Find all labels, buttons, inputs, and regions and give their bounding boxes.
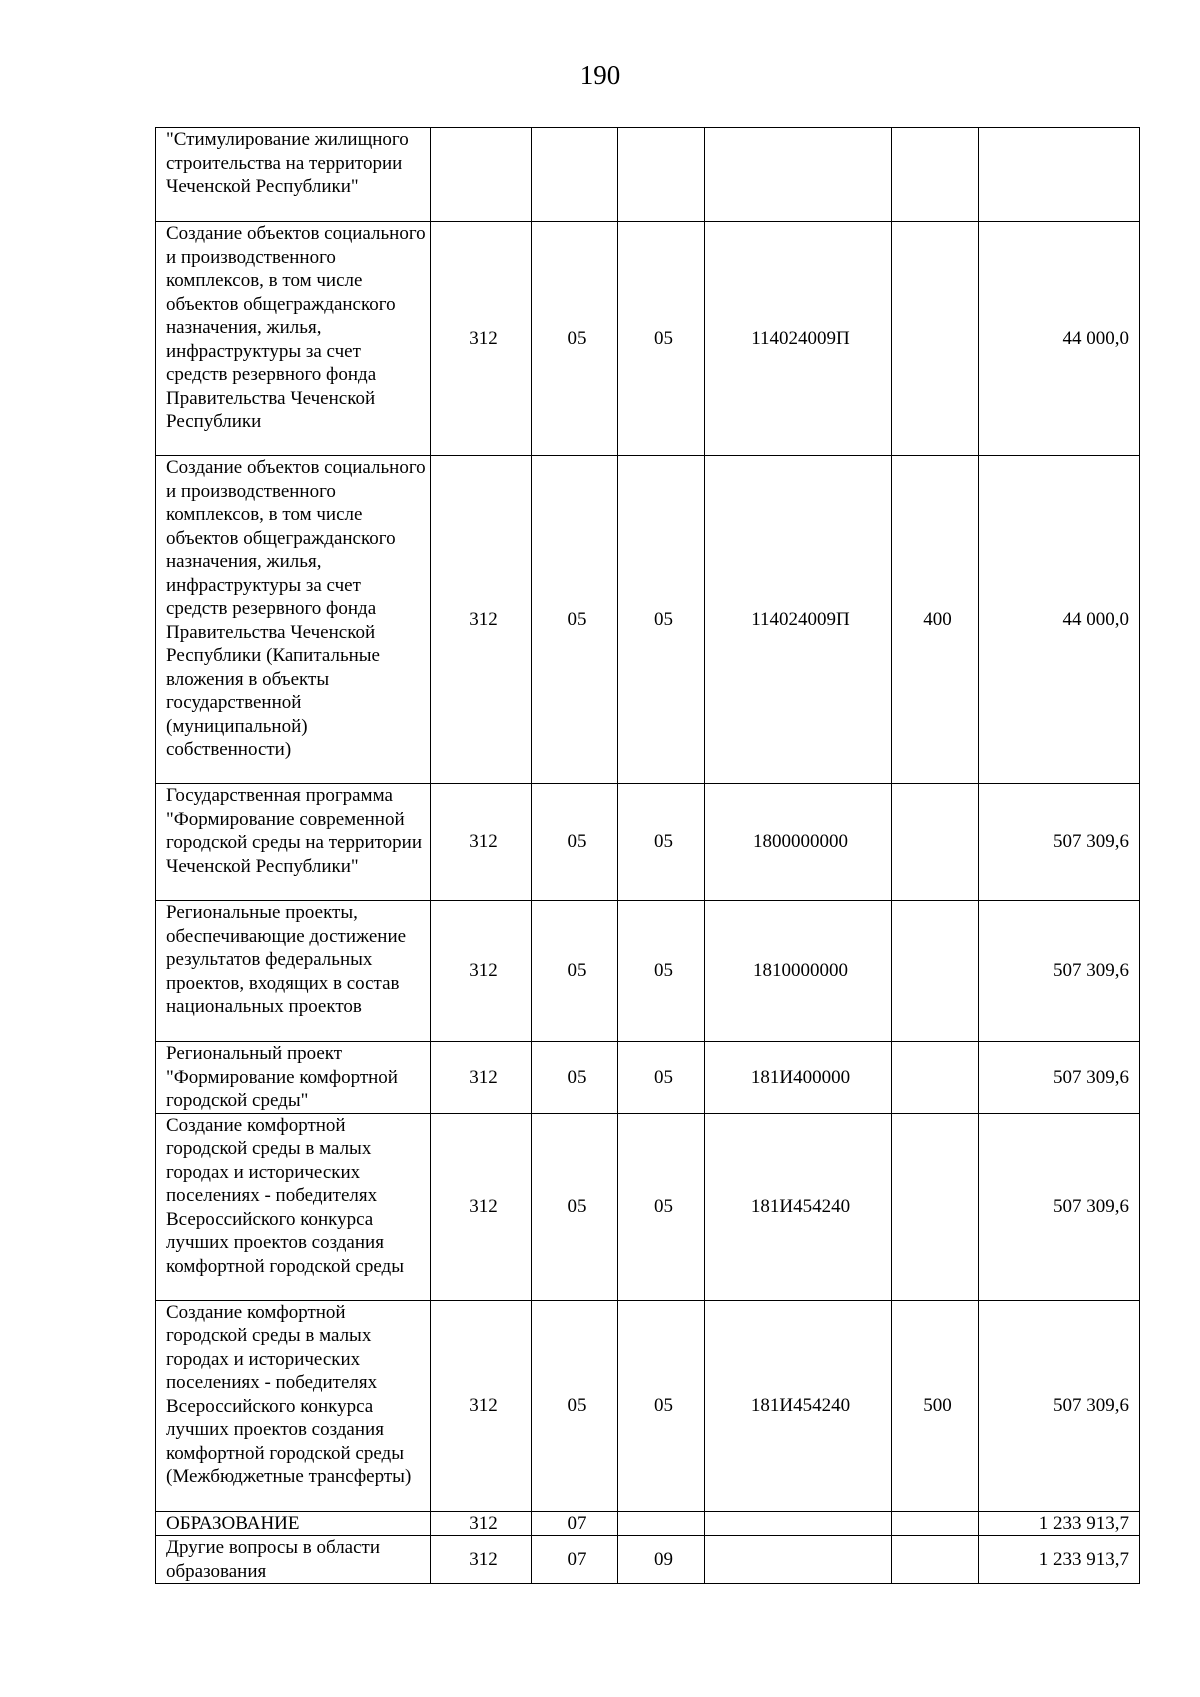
row-ved: 312 — [431, 901, 532, 1042]
table-row — [156, 1511, 1140, 1536]
row-pr — [618, 1511, 705, 1536]
row-pr: 09 — [618, 1536, 705, 1584]
row-csr: 181И400000 — [705, 1042, 892, 1114]
row-pr: 05 — [618, 456, 705, 784]
row-ved: 312 — [431, 1536, 532, 1584]
row-amount: 507 309,6 — [979, 784, 1140, 901]
row-amount: 507 309,6 — [979, 1042, 1140, 1114]
row-amount — [979, 128, 1140, 222]
row-amount: 1 233 913,7 — [979, 1536, 1140, 1584]
table-row — [156, 128, 1140, 222]
row-amount: 507 309,6 — [979, 1300, 1140, 1511]
row-pr: 05 — [618, 1300, 705, 1511]
row-amount: 44 000,0 — [979, 222, 1140, 456]
row-csr: 1800000000 — [705, 784, 892, 901]
row-csr: 114024009П — [705, 222, 892, 456]
row-csr — [705, 128, 892, 222]
table-row — [156, 1536, 1140, 1584]
row-rz: 07 — [532, 1511, 618, 1536]
row-rz: 05 — [532, 1300, 618, 1511]
row-vr — [892, 901, 979, 1042]
row-vr — [892, 1511, 979, 1536]
row-name: ОБРАЗОВАНИЕ — [156, 1511, 431, 1536]
row-vr — [892, 1536, 979, 1584]
row-name: Региональный проект "Формирование комфортной городской среды" — [156, 1042, 431, 1114]
row-csr — [705, 1511, 892, 1536]
row-ved: 312 — [431, 1300, 532, 1511]
row-name: Другие вопросы в области образования — [156, 1536, 431, 1584]
row-csr: 114024009П — [705, 456, 892, 784]
row-vr — [892, 784, 979, 901]
row-csr: 181И454240 — [705, 1300, 892, 1511]
row-vr — [892, 1113, 979, 1300]
row-rz: 05 — [532, 456, 618, 784]
row-name: Создание объектов социального и производственного комплексов, в том числе объектов общегражданского назначения, жилья, инфраструктуры за счет средств резервного фонда Правительства Чеченской Республики (Капитальные вложения в объекты государственной (муниципальной) собственности) — [156, 456, 431, 784]
row-ved: 312 — [431, 1042, 532, 1114]
row-vr: 400 — [892, 456, 979, 784]
row-ved: 312 — [431, 1113, 532, 1300]
table-row — [156, 784, 1140, 901]
row-pr: 05 — [618, 222, 705, 456]
table-row — [156, 1042, 1140, 1114]
table-row — [156, 1300, 1140, 1511]
row-ved: 312 — [431, 456, 532, 784]
row-ved: 312 — [431, 784, 532, 901]
row-ved: 312 — [431, 222, 532, 456]
row-vr — [892, 222, 979, 456]
row-pr: 05 — [618, 784, 705, 901]
row-rz: 05 — [532, 784, 618, 901]
row-amount: 1 233 913,7 — [979, 1511, 1140, 1536]
row-ved — [431, 128, 532, 222]
row-ved: 312 — [431, 1511, 532, 1536]
row-pr: 05 — [618, 901, 705, 1042]
row-rz: 05 — [532, 1113, 618, 1300]
row-pr — [618, 128, 705, 222]
row-vr — [892, 128, 979, 222]
table-row — [156, 456, 1140, 784]
page-number: 190 — [579, 60, 621, 90]
row-name: Создание комфортной городской среды в малых городах и исторических поселениях - победителях Всероссийского конкурса лучших проектов создания комфортной городской среды — [156, 1113, 431, 1300]
row-name: "Стимулирование жилищного строительства на территории Чеченской Республики" — [156, 128, 431, 222]
row-name: Создание комфортной городской среды в малых городах и исторических поселениях - победителях Всероссийского конкурса лучших проектов создания комфортной городской среды (Межбюджетные трансферты) — [156, 1300, 431, 1511]
row-csr — [705, 1536, 892, 1584]
row-csr: 181И454240 — [705, 1113, 892, 1300]
table-row — [156, 222, 1140, 456]
table-row — [156, 1113, 1140, 1300]
table-row — [156, 901, 1140, 1042]
row-vr: 500 — [892, 1300, 979, 1511]
row-amount: 507 309,6 — [979, 1113, 1140, 1300]
row-pr: 05 — [618, 1113, 705, 1300]
row-rz — [532, 128, 618, 222]
row-name: Создание объектов социального и производственного комплексов, в том числе объектов общегражданского назначения, жилья, инфраструктуры за счет средств резервного фонда Правительства Чеченской Республики — [156, 222, 431, 456]
row-rz: 05 — [532, 222, 618, 456]
row-rz: 05 — [532, 901, 618, 1042]
row-rz: 07 — [532, 1536, 618, 1584]
row-amount: 44 000,0 — [979, 456, 1140, 784]
row-vr — [892, 1042, 979, 1114]
row-name: Региональные проекты, обеспечивающие достижение результатов федеральных проектов, входящих в состав национальных проектов — [156, 901, 431, 1042]
row-amount: 507 309,6 — [979, 901, 1140, 1042]
row-name: Государственная программа "Формирование современной городской среды на территории Чеченской Республики" — [156, 784, 431, 901]
row-csr: 1810000000 — [705, 901, 892, 1042]
row-rz: 05 — [532, 1042, 618, 1114]
row-pr: 05 — [618, 1042, 705, 1114]
budget-table — [155, 127, 1140, 1584]
